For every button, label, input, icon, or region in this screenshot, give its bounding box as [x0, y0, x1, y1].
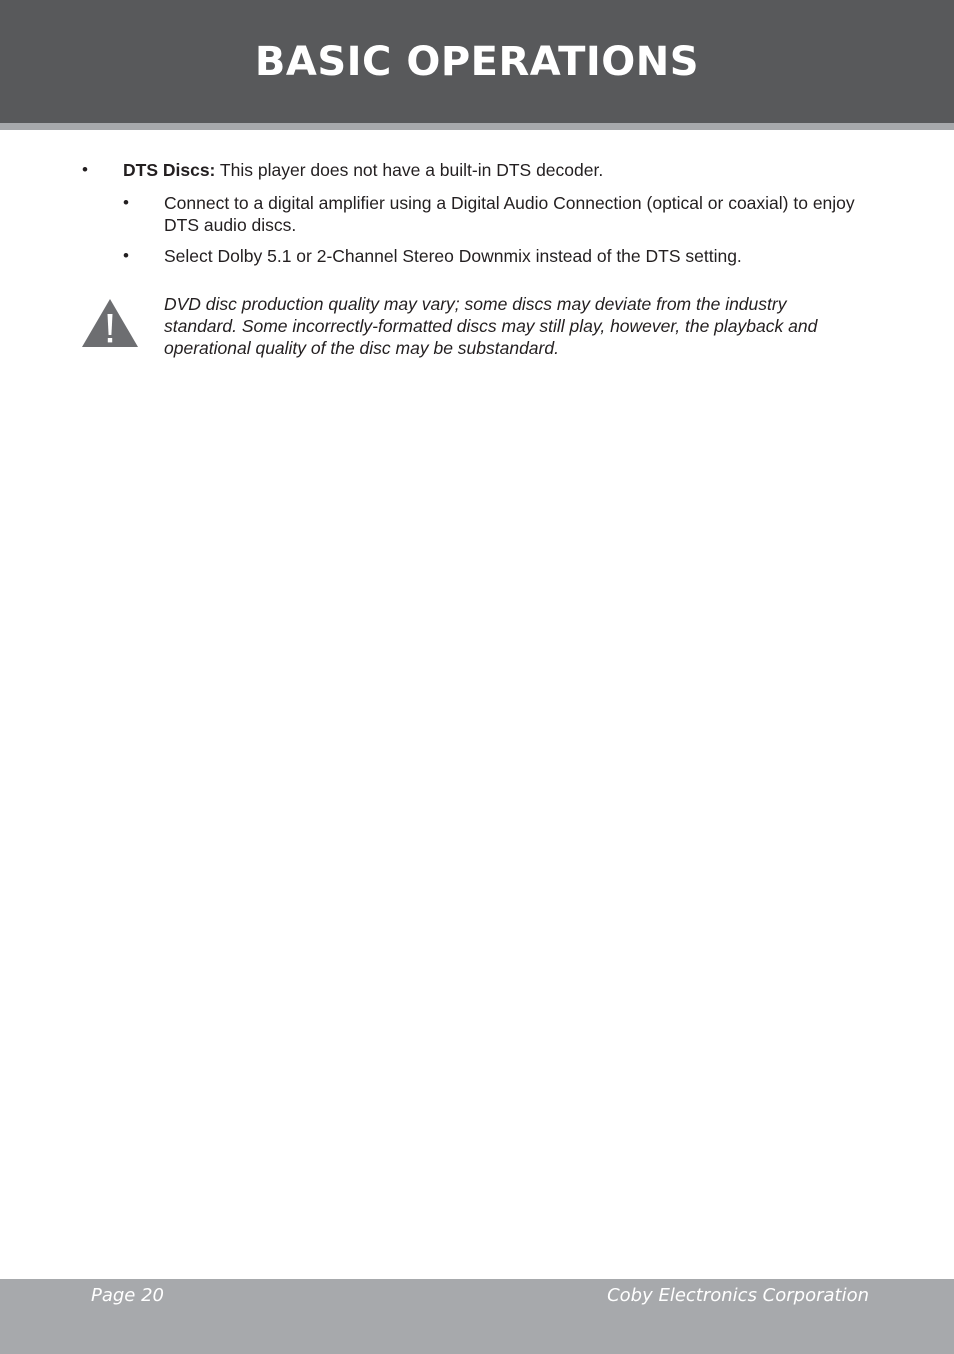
- list-item-text: This player does not have a built-in DTS decoder.: [215, 160, 604, 180]
- warning-icon: [81, 298, 139, 348]
- list-item-dts-discs: [123, 159, 883, 181]
- company-name: Coby Electronics Corporation: [607, 1285, 869, 1306]
- page-title: BASIC OPERATIONS: [254, 39, 700, 85]
- bullet-marker: •: [82, 160, 88, 179]
- sub-bullet-marker: •: [123, 193, 129, 212]
- header-divider: [0, 123, 954, 130]
- sub-list-item-digital-connection: Connect to a digital amplifier using a Digital Audio Connection (optical or coaxial) to enjoy DTS audio discs.: [164, 193, 855, 235]
- page-number: Page 20: [91, 1285, 165, 1306]
- caution-note: DVD disc production quality may vary; some discs may deviate from the industry standard. Some incorrectly-formatted discs may still play, however, the playback and operational quality of the disc may be substandard.: [164, 294, 818, 358]
- sub-list-item-downmix: Select Dolby 5.1 or 2-Channel Stereo Downmix instead of the DTS setting.: [164, 246, 742, 266]
- list-item-label: DTS Discs:: [123, 160, 216, 180]
- sub-bullet-marker: •: [123, 246, 129, 265]
